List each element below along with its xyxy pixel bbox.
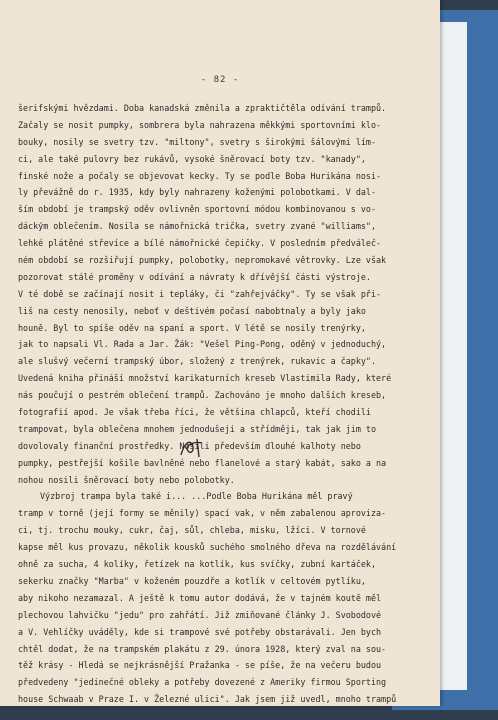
text-line: fotografií apod. Je však třeba říci, že většina chlapců, kteří chodili xyxy=(18,407,371,418)
text-line: ly převážně do r. 1935, kdy byly nahrazeny koženými polobotkami. V dal- xyxy=(18,187,376,198)
text-line: trampovat, byla oblečena mnohem jednodušeji a střídměji, tak jak jim to xyxy=(18,423,376,434)
text-line: jak to napsali Vl. Rada a Jar. Žák: "Vešel Ping-Pong, oděný v jednoduchý, xyxy=(18,339,387,350)
text-line: šerifskými hvězdami. Doba kanadská změnila a zpraktičtěla odívání trampů. xyxy=(18,103,387,113)
text-line: houně. Byl to spíše oděv na spaní a sport. V létě se nosily trenýrky, xyxy=(18,322,366,333)
text-line: V té době se začínají nosit i tepláky, či "zahřejváčky". Ty se však při- xyxy=(18,288,382,299)
text-line: sekerku značky "Marba" v koženém pouzdře a kotlík v celtovém pytlíku, xyxy=(18,575,366,586)
body-text xyxy=(18,100,398,708)
text-line: pumpky, pestřejší košile bavlněné nebo flanelové a starý kabát, sako a na xyxy=(18,457,387,468)
text-line: ci, ale také pulovry bez rukávů, vysoké šněrovací boty tzv. "kanady", xyxy=(18,153,366,164)
text-line: ci, tj. trochu mouky, cukr, čaj, sůl, chleba, misku, lžíci. V tornové xyxy=(18,525,366,536)
text-line: kapse měl kus provazu, několik kousků suchého smolného dřeva na rozdělávání xyxy=(18,542,397,553)
handwritten-correction-mark xyxy=(177,437,207,459)
text-line: ném období se rozšiřují pumpky, polobotky, nepromokavé větrovky. Lze však xyxy=(18,255,387,266)
text-line: aby nikoho nezamazal. A ještě k tomu autor dodává, že v tajném koutě měl xyxy=(18,592,382,603)
page-number: - 82 - xyxy=(200,75,240,85)
text-line: ším období je trampský oděv ovlivněn sportovní módou kombinovanou s vo- xyxy=(18,204,376,215)
text-line: house Schwaab v Praze I. v Železné ulici". Jak jsem již uvedl, mnoho trampů xyxy=(18,694,397,705)
text-line: tramp v torně (její formy se měnily) spací vak, v něm zabalenou aproviza- xyxy=(18,508,387,519)
text-line: finské nože a počaly se objevovat kecky. Ty se podle Boba Hurikána nosi- xyxy=(18,170,382,181)
text-line: lehké plátěné střevíce a bílé námořnické čepičky. V posledním předváleč- xyxy=(18,238,382,249)
text-line: bouky, nosily se svetry tzv. "miltony", svetry s širokými šálovými lím- xyxy=(18,136,376,147)
text-line: dáckým oblečením. Nosila se námořnická trička, svetry zvané "williams", xyxy=(18,221,376,232)
text-line: nás poučují o pestrém oblečení trampů. Zachováno je mnoho dalších kreseb, xyxy=(18,390,387,401)
text-line: předvedeny "jedinečné obleky a potřeby dovezené z Ameriky firmou Sporting xyxy=(18,677,387,688)
paragraph-first-line: Výzbroj trampa byla také i... ...Podle Boba Hurikána měl pravý xyxy=(40,491,353,502)
binder-page-edge xyxy=(436,22,467,690)
text-line: a V. Vehlíčky uváděly, kde si trampové své potřeby obstarávali. Jen bych xyxy=(18,626,382,637)
text-line: chtěl dodat, že na trampském plakátu z 29. února 1928, který zval na sou- xyxy=(18,643,387,654)
text-line: Uvedená kniha přináší množství karikaturních kreseb Vlastimila Rady, které xyxy=(18,373,392,384)
text-line: Začaly se nosit pumpky, sombrera byla nahrazena měkkými sportovními klo- xyxy=(18,119,382,130)
text-line: pozorovat stálé proměny v odívání a návraty k dřívější části výstroje. xyxy=(18,271,371,282)
text-line: liš na cesty nenosily, neboť v deštivém počasí nabobtnaly a byly jako xyxy=(18,305,366,316)
text-line: nohou nosili šněrovací boty nebo polobotky. xyxy=(18,474,235,485)
text-line: plechovou lahvičku "jedu" pro zahřátí. Již zmiňované články J. Svobodové xyxy=(18,609,382,620)
text-line: těž krásy - Hledá se nejkrásnější Pražanka - se píše, že na večeru budou xyxy=(18,660,382,671)
text-line: dovolovaly finanční prostředky. Nosili především dlouhé kalhoty nebo xyxy=(18,440,361,451)
text-line: ohně za sucha, 4 kolíky, řetízek na kotlík, kus svíčky, zubní kartáček, xyxy=(18,559,376,570)
text-line: ale slušvý večerní trampský úbor, složený z trenýrek, rukavic a čapky". xyxy=(18,356,376,367)
